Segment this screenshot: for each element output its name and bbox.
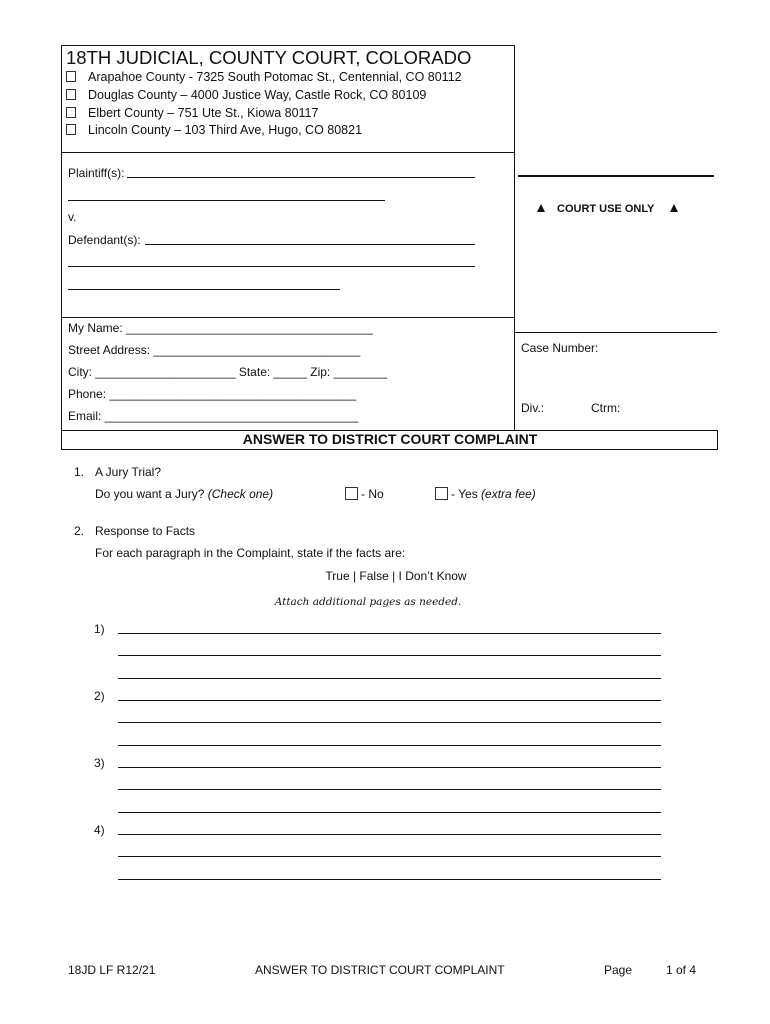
zip-label: Zip: [310,365,331,379]
courtroom-label: Ctrm: [591,401,621,415]
jury-option-no[interactable] [345,487,384,501]
jury-no-label: - No [361,487,384,501]
case-number-divider [514,332,717,333]
response-item-number: 1) [94,622,105,636]
response-line[interactable] [118,812,661,813]
defendant-field-line-3[interactable] [68,289,340,290]
county-option-arapahoe[interactable] [66,70,462,84]
response-item-number: 2) [94,689,105,703]
county-option-douglas[interactable] [66,88,426,102]
county-checkbox[interactable] [66,89,76,100]
response-line[interactable] [118,722,661,723]
response-item-number: 4) [94,823,105,837]
response-choices: True | False | I Don’t Know [325,569,467,583]
county-checkbox[interactable] [66,107,76,118]
case-number-label: Case Number: [521,341,599,355]
street-field[interactable]: _______________________________ [153,343,361,357]
county-checkbox[interactable] [66,71,76,82]
response-line[interactable] [118,633,661,634]
name-field[interactable]: _____________________________________ [126,321,373,335]
footer-page-number: 1 of 4 [666,963,697,977]
response-line[interactable] [118,879,661,880]
phone-row[interactable] [68,387,356,401]
phone-field[interactable]: _____________________________________ [109,387,357,401]
section-2-instruction: For each paragraph in the Complaint, state if the facts are: [95,546,406,560]
section-1-number: 1. [74,465,85,479]
jury-question-note: (Check one) [207,487,274,501]
response-line[interactable] [118,678,661,679]
name-label: My Name: [68,321,123,335]
up-arrow-icon [670,204,678,212]
court-use-top-rule [518,175,714,177]
state-label: State: [238,365,271,379]
plaintiff-field[interactable] [127,177,475,178]
zip-field[interactable]: ________ [333,365,388,379]
jury-option-yes[interactable] [435,487,536,501]
county-option-lincoln[interactable] [66,123,362,137]
jury-no-checkbox[interactable] [345,487,358,500]
county-label: Arapahoe County - 7325 South Potomac St., Centennial, CO 80112 [88,70,462,84]
defendant-field-line-2[interactable] [68,266,475,267]
defendant-label: Defendant(s): [68,233,141,247]
defendant-field[interactable] [145,244,475,245]
county-label: Elbert County – 751 Ute St., Kiowa 80117 [88,106,319,120]
attach-note: Attach additional pages as needed. [274,596,462,608]
city-row[interactable] [68,365,387,379]
response-line[interactable] [118,856,661,857]
caption-left-border [61,45,62,450]
response-item-number: 3) [94,756,105,770]
division-label: Div.: [521,401,545,415]
email-field[interactable]: ______________________________________ [104,409,359,423]
jury-yes-note: (extra fee) [481,487,536,501]
street-row[interactable] [68,343,360,357]
response-line[interactable] [118,745,661,746]
form-title: ANSWER TO DISTRICT COURT COMPLAINT [242,431,538,447]
email-label: Email: [68,409,102,423]
footer-form-id: 18JD LF R12/21 [68,963,156,977]
section-2-heading: Response to Facts [95,524,196,538]
footer-page-label: Page [604,963,633,977]
section-2-number: 2. [74,524,85,538]
court-use-label: COURT USE ONLY [557,203,655,215]
up-arrow-icon [537,204,545,212]
response-line[interactable] [118,789,661,790]
county-option-elbert[interactable] [66,106,318,120]
street-label: Street Address: [68,343,151,357]
caption-top-border [61,45,515,46]
city-label: City: [68,365,92,379]
court-use-only [537,203,678,215]
plaintiff-label: Plaintiff(s): [68,166,125,180]
plaintiff-field-line-2[interactable] [68,200,385,201]
county-checkbox[interactable] [66,124,76,135]
parties-section-divider [61,317,515,318]
state-field[interactable]: _____ [273,365,307,379]
response-line[interactable] [118,767,661,768]
header-section-divider [61,152,515,153]
city-field[interactable]: _____________________ [95,365,236,379]
response-line[interactable] [118,834,661,835]
jury-yes-checkbox[interactable] [435,487,448,500]
jury-question [95,487,273,501]
title-row-bottom-border [61,449,718,450]
jury-yes-label: - Yes [451,487,478,501]
name-row[interactable] [68,321,373,335]
section-1-heading: A Jury Trial? [95,465,162,479]
county-label: Douglas County – 4000 Justice Way, Castle Rock, CO 80109 [88,88,427,102]
versus-label: v. [68,210,77,224]
response-line[interactable] [118,655,661,656]
email-row[interactable] [68,409,358,423]
footer-title: ANSWER TO DISTRICT COURT COMPLAINT [255,963,505,977]
response-line[interactable] [118,700,661,701]
phone-label: Phone: [68,387,107,401]
county-label: Lincoln County – 103 Third Ave, Hugo, CO 80821 [88,123,363,137]
caption-center-divider [514,45,515,430]
court-title: 18TH JUDICIAL, COUNTY COURT, COLORADO [66,47,472,68]
jury-question-text: Do you want a Jury? [95,487,205,501]
